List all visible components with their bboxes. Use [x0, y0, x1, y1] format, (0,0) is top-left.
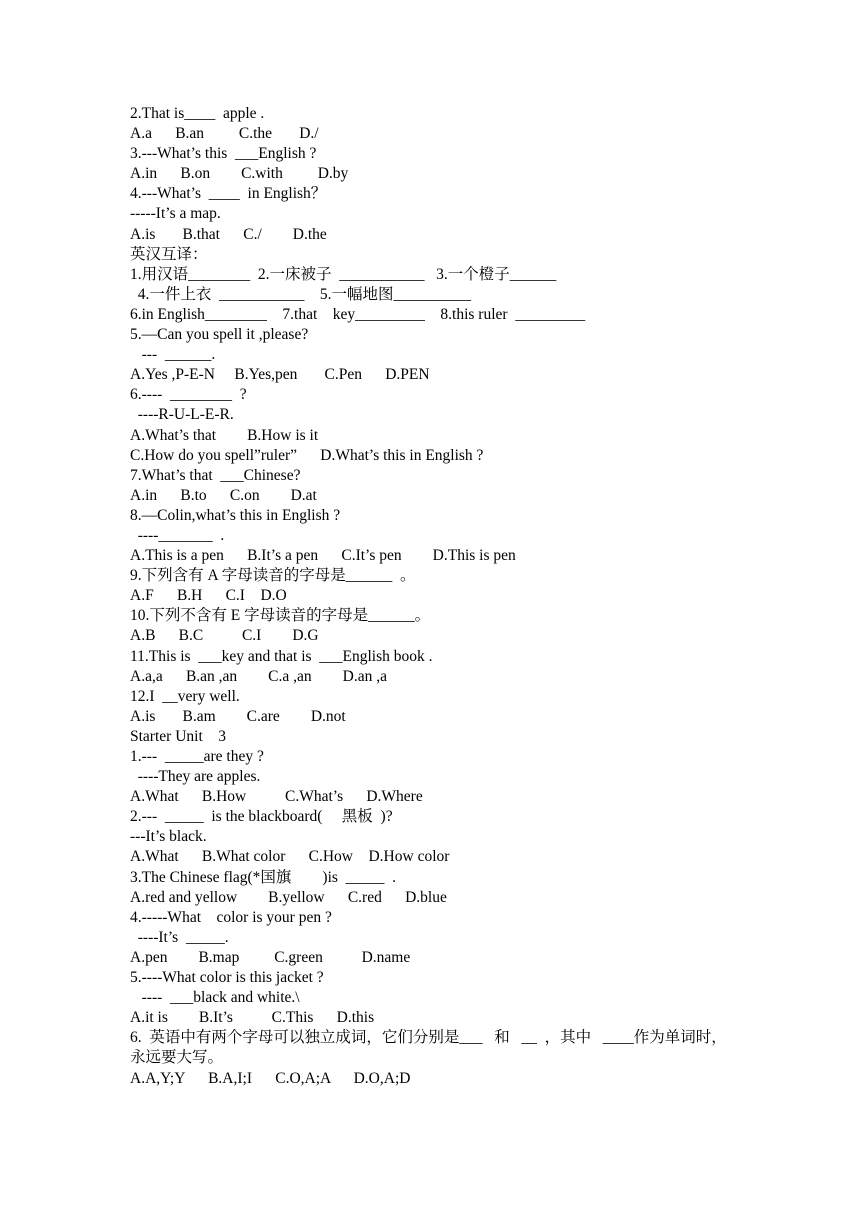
- text-line: ----They are apples.: [130, 768, 261, 786]
- text-line: --- ______.: [130, 346, 216, 364]
- text-line: A.is B.am C.are D.not: [130, 707, 346, 725]
- text-line: 英汉互译：: [130, 245, 208, 263]
- text-line: A.red and yellow B.yellow C.red D.blue: [130, 888, 447, 906]
- document-page: [130, 104, 770, 1089]
- text-line: 3.The Chinese flag(*国旗 )is _____ .: [130, 868, 397, 886]
- text-line: 6.---- ________ ?: [130, 386, 247, 404]
- text-line: 5.—Can you spell it ,please?: [130, 326, 309, 344]
- text-line: ---- ___black and white.\: [130, 989, 300, 1007]
- text-line: -----It’s a map.: [130, 205, 221, 223]
- text-line: 1.用汉语________ 2.一床被子 ___________ 3.一个橙子______: [130, 265, 557, 283]
- text-line: 3.---What’s this ___English ?: [130, 145, 317, 163]
- text-line: ----_______ .: [130, 526, 225, 544]
- text-line: 2.That is____ apple .: [130, 105, 265, 122]
- text-line: A.it is B.It’s C.This D.this: [130, 1009, 375, 1027]
- text-line: 4.---What’s ____ in English？: [130, 185, 327, 203]
- text-line: ---It’s black.: [130, 828, 207, 846]
- text-line: 2.--- _____ is the blackboard( 黑板 )?: [130, 808, 393, 826]
- text-line: 1.--- _____are they ?: [130, 748, 264, 765]
- text-line: A.a B.an C.the D./: [130, 125, 319, 143]
- text-line: 11.This is ___key and that is ___English book .: [130, 647, 433, 665]
- text-line: 9.下列含有 A 字母读音的字母是______ 。: [130, 567, 416, 585]
- text-line: 4.-----What color is your pen ?: [130, 908, 332, 926]
- text-line: A.What B.What color C.How D.How color: [130, 848, 450, 866]
- text-line: ----R-U-L-E-R.: [130, 406, 234, 424]
- text-line: 6.in English________ 7.that key_________ 8.this ruler _________: [130, 305, 586, 323]
- text-line: 4.一件上衣 ___________ 5.一幅地图__________: [130, 285, 472, 303]
- text-line: 10.下列不含有 E 字母读音的字母是______。: [130, 607, 431, 625]
- text-line: A.in B.to C.on D.at: [130, 486, 317, 504]
- text-line: 7.What’s that ___Chinese?: [130, 466, 301, 484]
- text-line: 8.—Colin,what’s this in English ?: [130, 506, 341, 524]
- text-line: 12.I __very well.: [130, 687, 240, 705]
- text-line: A.in B.on C.with D.by: [130, 165, 349, 183]
- text-line: A.a,a B.an ,an C.a ,an D.an ,a: [130, 667, 387, 685]
- text-line: A.Yes ,P-E-N B.Yes,pen C.Pen D.PEN: [130, 366, 430, 384]
- text-line: A.is B.that C./ D.the: [130, 225, 327, 243]
- text-line: A.F B.H C.I D.O: [130, 587, 287, 605]
- question-6-options: A.A,Y;Y B.A,I;I C.O,A;A D.O,A;D: [130, 1069, 411, 1087]
- text-line: A.This is a pen B.It’s a pen C.It’s pen D.This is pen: [130, 547, 516, 565]
- question-6: 6. 英语中有两个字母可以独立成词，它们分别是___ 和 __ ，其中 ____作为单词时，永远要大写。: [130, 1029, 727, 1067]
- text-line: A.What B.How C.What’s D.Where: [130, 788, 423, 806]
- text-line: ----It’s _____.: [130, 928, 229, 946]
- text-line: A.What’s that B.How is it: [130, 426, 319, 444]
- text-line: Starter Unit 3: [130, 727, 226, 745]
- text-line: C.How do you spell”ruler” D.What’s this in English ?: [130, 446, 484, 464]
- text-line: A.B B.C C.I D.G: [130, 627, 319, 645]
- text-line: A.pen B.map C.green D.name: [130, 948, 411, 966]
- text-line: 5.----What color is this jacket ?: [130, 969, 324, 987]
